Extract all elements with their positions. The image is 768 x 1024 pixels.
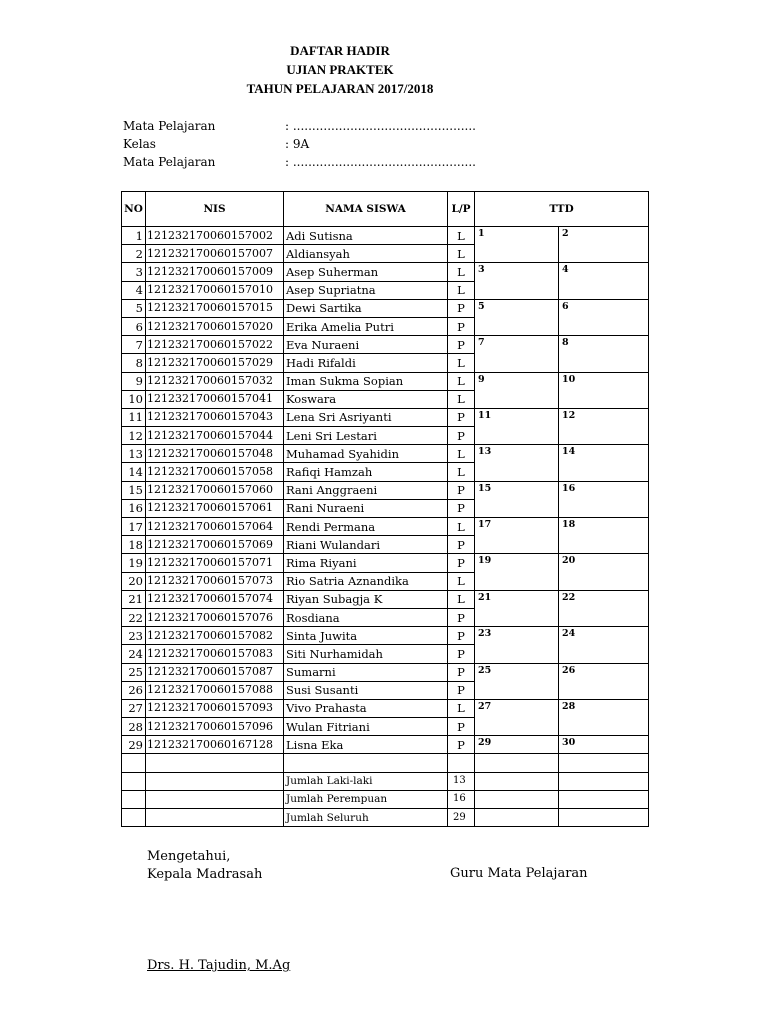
cell-ttd-right: [559, 245, 649, 263]
cell-ttd-left: [475, 645, 559, 663]
cell-nis: 121232170060157061: [146, 499, 284, 517]
cell-nis: 121232170060157043: [146, 408, 284, 426]
cell-no: 23: [122, 627, 146, 645]
cell-ttd-left: [475, 681, 559, 699]
cell-nis: 121232170060157060: [146, 481, 284, 499]
cell-no: 8: [122, 354, 146, 372]
table-row: [122, 518, 649, 536]
cell-empty: [122, 772, 146, 790]
cell-nis: 121232170060157087: [146, 663, 284, 681]
cell-lp: L: [448, 590, 475, 608]
cell-nis: 121232170060157088: [146, 681, 284, 699]
cell-lp: L: [448, 227, 475, 245]
cell-no: 21: [122, 590, 146, 608]
cell-no: 3: [122, 263, 146, 281]
table-row: [122, 681, 649, 699]
cell-ttd-right: 30: [559, 736, 649, 754]
cell-no: 6: [122, 317, 146, 335]
cell-nis: 121232170060157096: [146, 718, 284, 736]
cell-lp: P: [448, 408, 475, 426]
cell-no: 24: [122, 645, 146, 663]
cell-lp: L: [448, 463, 475, 481]
cell-lp: L: [448, 390, 475, 408]
cell-lp: P: [448, 481, 475, 499]
cell-nis: 121232170060157020: [146, 317, 284, 335]
cell-lp: L: [448, 263, 475, 281]
cell-nama: Erika Amelia Putri: [284, 317, 448, 335]
cell-empty: [146, 809, 284, 827]
cell-nama: Lena Sri Asriyanti: [284, 408, 448, 426]
cell-nis: 121232170060157071: [146, 554, 284, 572]
meta-value: : ................................................: [285, 155, 476, 169]
cell-no: 2: [122, 245, 146, 263]
cell-ttd-right: [559, 281, 649, 299]
cell-empty: [146, 772, 284, 790]
cell-ttd-left: 15: [475, 481, 559, 499]
cell-nama: Sumarni: [284, 663, 448, 681]
meta-row-subject: [123, 119, 476, 133]
cell-no: 4: [122, 281, 146, 299]
cell-nis: 121232170060157073: [146, 572, 284, 590]
header-lp: L/P: [448, 192, 475, 227]
cell-no: 19: [122, 554, 146, 572]
cell-nis: 121232170060157093: [146, 699, 284, 717]
cell-empty: [559, 754, 649, 772]
table-row: [122, 281, 649, 299]
cell-ttd-left: [475, 390, 559, 408]
table-row: [122, 718, 649, 736]
cell-nis: 121232170060157064: [146, 518, 284, 536]
cell-nis: 121232170060167128: [146, 736, 284, 754]
meta-value: : 9A: [285, 137, 310, 151]
cell-lp: P: [448, 317, 475, 335]
cell-ttd-right: [559, 536, 649, 554]
cell-nama: Koswara: [284, 390, 448, 408]
cell-lp: P: [448, 663, 475, 681]
cell-no: 27: [122, 699, 146, 717]
cell-ttd-left: [475, 281, 559, 299]
header-nis: NIS: [146, 192, 284, 227]
cell-ttd-right: 22: [559, 590, 649, 608]
cell-lp: P: [448, 299, 475, 317]
cell-nama: Aldiansyah: [284, 245, 448, 263]
cell-ttd-right: 28: [559, 699, 649, 717]
cell-nama: Vivo Prahasta: [284, 699, 448, 717]
summary-value: 16: [448, 790, 475, 808]
header-line-3: TAHUN PELAJARAN 2017/2018: [246, 81, 434, 96]
kepala-madrasah-label: Kepala Madrasah: [147, 867, 263, 882]
cell-ttd-right: [559, 390, 649, 408]
cell-lp: P: [448, 645, 475, 663]
cell-ttd-left: [475, 427, 559, 445]
cell-empty: [284, 754, 448, 772]
cell-empty: [122, 809, 146, 827]
cell-ttd-left: 9: [475, 372, 559, 390]
table-row: [122, 572, 649, 590]
cell-nama: Eva Nuraeni: [284, 336, 448, 354]
cell-nama: Asep Supriatna: [284, 281, 448, 299]
cell-lp: P: [448, 681, 475, 699]
cell-ttd-right: 26: [559, 663, 649, 681]
table-row: [122, 463, 649, 481]
cell-ttd-right: 12: [559, 408, 649, 426]
cell-nis: 121232170060157083: [146, 645, 284, 663]
cell-no: 26: [122, 681, 146, 699]
table-row: [122, 445, 649, 463]
cell-ttd-left: [475, 499, 559, 517]
table-row: [122, 645, 649, 663]
cell-lp: L: [448, 445, 475, 463]
cell-no: 13: [122, 445, 146, 463]
cell-empty: [475, 790, 559, 808]
cell-ttd-left: 23: [475, 627, 559, 645]
attendance-table: [121, 191, 649, 827]
table-row: [122, 372, 649, 390]
table-row: [122, 263, 649, 281]
table-row: [122, 699, 649, 717]
cell-nis: 121232170060157010: [146, 281, 284, 299]
cell-nama: Dewi Sartika: [284, 299, 448, 317]
cell-nis: 121232170060157074: [146, 590, 284, 608]
cell-nama: Muhamad Syahidin: [284, 445, 448, 463]
cell-no: 25: [122, 663, 146, 681]
cell-empty: [146, 754, 284, 772]
cell-ttd-left: [475, 463, 559, 481]
cell-lp: P: [448, 499, 475, 517]
cell-no: 20: [122, 572, 146, 590]
cell-ttd-right: 10: [559, 372, 649, 390]
cell-ttd-right: 2: [559, 227, 649, 245]
cell-ttd-right: [559, 317, 649, 335]
table-row: [122, 590, 649, 608]
cell-ttd-left: 5: [475, 299, 559, 317]
cell-lp: L: [448, 699, 475, 717]
cell-ttd-left: [475, 608, 559, 626]
cell-nis: 121232170060157015: [146, 299, 284, 317]
cell-empty: [475, 772, 559, 790]
cell-nama: Adi Sutisna: [284, 227, 448, 245]
table-header-row: [122, 192, 649, 227]
cell-no: 7: [122, 336, 146, 354]
cell-ttd-right: [559, 572, 649, 590]
cell-nama: Rendi Permana: [284, 518, 448, 536]
cell-nis: 121232170060157007: [146, 245, 284, 263]
cell-no: 28: [122, 718, 146, 736]
cell-lp: P: [448, 336, 475, 354]
cell-no: 11: [122, 408, 146, 426]
cell-empty: [146, 790, 284, 808]
cell-nama: Susi Susanti: [284, 681, 448, 699]
table-row: [122, 554, 649, 572]
table-row: [122, 336, 649, 354]
cell-nama: Siti Nurhamidah: [284, 645, 448, 663]
cell-no: 17: [122, 518, 146, 536]
cell-nama: Rani Anggraeni: [284, 481, 448, 499]
cell-ttd-left: 25: [475, 663, 559, 681]
cell-ttd-right: [559, 354, 649, 372]
summary-row: [122, 772, 649, 790]
summary-value: 13: [448, 772, 475, 790]
summary-label: Jumlah Seluruh: [284, 809, 448, 827]
table-row: [122, 354, 649, 372]
cell-lp: P: [448, 536, 475, 554]
cell-nis: 121232170060157044: [146, 427, 284, 445]
cell-lp: P: [448, 627, 475, 645]
cell-no: 22: [122, 608, 146, 626]
cell-nama: Wulan Fitriani: [284, 718, 448, 736]
cell-nama: Sinta Juwita: [284, 627, 448, 645]
cell-ttd-left: [475, 536, 559, 554]
summary-row: [122, 790, 649, 808]
cell-ttd-right: 24: [559, 627, 649, 645]
cell-empty: [122, 754, 146, 772]
cell-no: 10: [122, 390, 146, 408]
cell-empty: [559, 809, 649, 827]
cell-nis: 121232170060157032: [146, 372, 284, 390]
cell-no: 29: [122, 736, 146, 754]
cell-ttd-left: [475, 718, 559, 736]
cell-ttd-right: [559, 681, 649, 699]
cell-ttd-right: 6: [559, 299, 649, 317]
cell-ttd-left: 13: [475, 445, 559, 463]
cell-nis: 121232170060157009: [146, 263, 284, 281]
cell-nis: 121232170060157076: [146, 608, 284, 626]
cell-ttd-right: 8: [559, 336, 649, 354]
table-row: [122, 481, 649, 499]
header-nama: NAMA SISWA: [284, 192, 448, 227]
cell-nis: 121232170060157041: [146, 390, 284, 408]
cell-ttd-right: 4: [559, 263, 649, 281]
cell-ttd-left: 21: [475, 590, 559, 608]
cell-nama: Rafiqi Hamzah: [284, 463, 448, 481]
meta-label: Mata Pelajaran: [123, 155, 216, 169]
table-row: [122, 227, 649, 245]
cell-no: 18: [122, 536, 146, 554]
cell-empty: [475, 754, 559, 772]
meta-value: : ................................................: [285, 119, 476, 133]
cell-lp: L: [448, 245, 475, 263]
cell-nama: Riyan Subagja K: [284, 590, 448, 608]
cell-lp: P: [448, 736, 475, 754]
table-row: [122, 736, 649, 754]
cell-lp: P: [448, 718, 475, 736]
cell-no: 14: [122, 463, 146, 481]
guru-label: Guru Mata Pelajaran: [450, 866, 588, 881]
cell-lp: L: [448, 372, 475, 390]
table-row: [122, 627, 649, 645]
cell-no: 9: [122, 372, 146, 390]
cell-lp: L: [448, 572, 475, 590]
mengetahui-label: Mengetahui,: [147, 849, 231, 864]
cell-empty: [448, 754, 475, 772]
table-row: [122, 317, 649, 335]
cell-ttd-left: [475, 354, 559, 372]
cell-lp: L: [448, 354, 475, 372]
cell-lp: P: [448, 427, 475, 445]
cell-nama: Hadi Rifaldi: [284, 354, 448, 372]
cell-lp: L: [448, 518, 475, 536]
cell-lp: L: [448, 281, 475, 299]
table-row-empty: [122, 754, 649, 772]
table-row: [122, 299, 649, 317]
cell-ttd-left: 29: [475, 736, 559, 754]
table-row: [122, 408, 649, 426]
summary-label: Jumlah Perempuan: [284, 790, 448, 808]
table-row: [122, 245, 649, 263]
cell-ttd-right: [559, 608, 649, 626]
table-row: [122, 608, 649, 626]
cell-nis: 121232170060157022: [146, 336, 284, 354]
header-ttd: TTD: [475, 192, 649, 227]
cell-nama: Iman Sukma Sopian: [284, 372, 448, 390]
cell-nis: 121232170060157048: [146, 445, 284, 463]
meta-label: Mata Pelajaran: [123, 119, 216, 133]
cell-ttd-right: 14: [559, 445, 649, 463]
cell-no: 1: [122, 227, 146, 245]
cell-ttd-left: 11: [475, 408, 559, 426]
cell-ttd-right: 18: [559, 518, 649, 536]
cell-nama: Rani Nuraeni: [284, 499, 448, 517]
cell-no: 5: [122, 299, 146, 317]
cell-nis: 121232170060157069: [146, 536, 284, 554]
cell-ttd-right: [559, 645, 649, 663]
cell-nis: 121232170060157002: [146, 227, 284, 245]
cell-ttd-left: 7: [475, 336, 559, 354]
cell-ttd-right: [559, 718, 649, 736]
cell-ttd-left: [475, 245, 559, 263]
table-row: [122, 536, 649, 554]
cell-ttd-left: 3: [475, 263, 559, 281]
cell-nama: Rio Satria Aznandika: [284, 572, 448, 590]
cell-no: 16: [122, 499, 146, 517]
table-row: [122, 390, 649, 408]
cell-ttd-left: 17: [475, 518, 559, 536]
cell-ttd-right: [559, 463, 649, 481]
table-row: [122, 499, 649, 517]
meta-row-class: [123, 137, 310, 151]
cell-nama: Leni Sri Lestari: [284, 427, 448, 445]
table-row: [122, 427, 649, 445]
header-line-2: UJIAN PRAKTEK: [286, 62, 394, 77]
cell-ttd-right: 20: [559, 554, 649, 572]
cell-lp: P: [448, 554, 475, 572]
cell-ttd-left: [475, 572, 559, 590]
cell-nis: 121232170060157029: [146, 354, 284, 372]
cell-ttd-left: 19: [475, 554, 559, 572]
cell-ttd-right: [559, 499, 649, 517]
cell-empty: [122, 790, 146, 808]
cell-nama: Riani Wulandari: [284, 536, 448, 554]
cell-empty: [475, 809, 559, 827]
cell-ttd-left: 27: [475, 699, 559, 717]
cell-ttd-right: 16: [559, 481, 649, 499]
kepala-name: Drs. H. Tajudin, M.Ag: [147, 958, 291, 973]
cell-lp: P: [448, 608, 475, 626]
cell-no: 15: [122, 481, 146, 499]
cell-nama: Rosdiana: [284, 608, 448, 626]
header-line-1: DAFTAR HADIR: [290, 43, 390, 58]
cell-ttd-left: 1: [475, 227, 559, 245]
cell-ttd-right: [559, 427, 649, 445]
table-body: [122, 227, 649, 827]
cell-nama: Lisna Eka: [284, 736, 448, 754]
table-row: [122, 663, 649, 681]
cell-nama: Rima Riyani: [284, 554, 448, 572]
summary-value: 29: [448, 809, 475, 827]
cell-no: 12: [122, 427, 146, 445]
cell-ttd-left: [475, 317, 559, 335]
cell-nis: 121232170060157082: [146, 627, 284, 645]
summary-row: [122, 809, 649, 827]
header-no: NO: [122, 192, 146, 227]
cell-empty: [559, 790, 649, 808]
cell-empty: [559, 772, 649, 790]
meta-label: Kelas: [123, 137, 156, 151]
cell-nis: 121232170060157058: [146, 463, 284, 481]
meta-row-subject-2: [123, 155, 476, 169]
summary-label: Jumlah Laki-laki: [284, 772, 448, 790]
cell-nama: Asep Suherman: [284, 263, 448, 281]
